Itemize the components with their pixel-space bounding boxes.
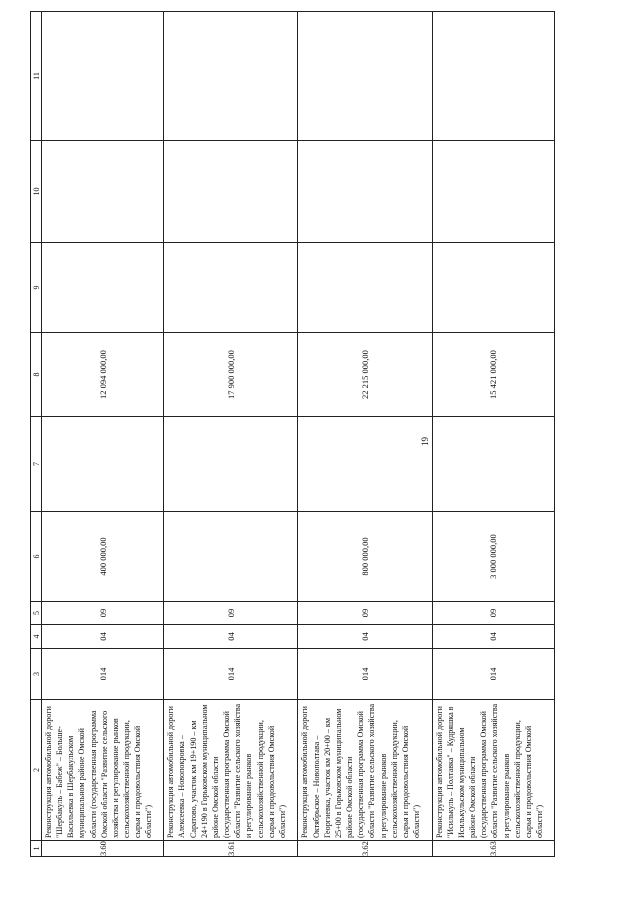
header-cell: 7	[31, 417, 42, 512]
cell-col5: 09	[432, 602, 554, 625]
cell-col8: 12 094 000,00	[42, 333, 164, 417]
cell-col3: 014	[298, 649, 432, 700]
cell-col4: 04	[42, 625, 164, 649]
cell-col11	[432, 12, 554, 141]
header-cell: 3	[31, 649, 42, 700]
cell-col3: 014	[432, 649, 554, 700]
cell-col8: 15 421 000,00	[432, 333, 554, 417]
cell-col4: 04	[164, 625, 298, 649]
row-number: 3.61	[164, 841, 298, 857]
header-cell: 9	[31, 243, 42, 333]
header-cell: 8	[31, 333, 42, 417]
table-row	[432, 12, 554, 857]
header-cell: 11	[31, 12, 42, 141]
table-row	[164, 12, 298, 857]
cell-col10	[42, 141, 164, 243]
rotated-table-container	[30, 12, 555, 857]
header-cell: 1	[31, 841, 42, 857]
project-name: Реконструкция автомобильной дороги Октябрьское – Новополтава – Георгиевка, участок км 20+00 – км 25+00 в Горьковском муниципальном районе Омской области (государственная программа Омской области "Развитие сельского хозяйства и регулирование рынков сельскохозяйственной продукции, сырья и продовольствия Омской области")	[298, 700, 432, 841]
project-name: Реконструкция автомобильной дороги Алексеевка – Новопокровка – Саратово, участок км 19+190 – км 24+190 в Горьковском муниципальном районе Омской области (государственная программа Омской области "Развитие сельского хозяйства и регулирование рынков сельскохозяйственной продукции, сырья и продовольствия Омской области")	[164, 700, 298, 841]
cell-col4: 04	[432, 625, 554, 649]
table-row	[298, 12, 432, 857]
project-name: Реконструкция автомобильной дороги "Шербакуль – Бабеж" – Больше-Васильевка в Шербакульском муниципальном районе Омской области (государственная программа Омской области "Развитие сельского хозяйства и регулирование рынков сельскохозяйственной продукции, сырья и продовольствия Омской области")	[42, 700, 164, 841]
cell-col10	[298, 141, 432, 243]
cell-col11	[164, 12, 298, 141]
page-number: 19	[420, 437, 430, 446]
row-number: 3.63	[432, 841, 554, 857]
cell-col9	[432, 243, 554, 333]
cell-col5: 09	[164, 602, 298, 625]
cell-col6: 800 000,00	[298, 512, 432, 602]
header-cell: 5	[31, 602, 42, 625]
cell-col9	[164, 243, 298, 333]
cell-col3: 014	[164, 649, 298, 700]
cell-col10	[432, 141, 554, 243]
header-cell: 6	[31, 512, 42, 602]
cell-col7	[164, 417, 298, 512]
cell-col3: 014	[42, 649, 164, 700]
cell-col11	[298, 12, 432, 141]
cell-col11	[42, 12, 164, 141]
header-cell: 10	[31, 141, 42, 243]
cell-col7	[432, 417, 554, 512]
cell-col7	[298, 417, 432, 512]
cell-col9	[298, 243, 432, 333]
cell-col9	[42, 243, 164, 333]
row-number: 3.60	[42, 841, 164, 857]
cell-col6: 400 000,00	[42, 512, 164, 602]
project-name: Реконструкция автомобильной дороги "Исилькуль – Полтавка" – Кудряшка в Исилькульском муниципальном районе Омской области (государственная программа Омской области "Развитие сельского хозяйства и регулирование рынков сельскохозяйственной продукции, сырья и продовольствия Омской области")	[432, 700, 554, 841]
cell-col6	[164, 512, 298, 602]
cell-col5: 09	[298, 602, 432, 625]
cell-col7	[42, 417, 164, 512]
table-row	[42, 12, 164, 857]
cell-col8: 22 215 000,00	[298, 333, 432, 417]
cell-col6: 3 000 000,00	[432, 512, 554, 602]
header-cell: 2	[31, 700, 42, 841]
header-cell: 4	[31, 625, 42, 649]
cell-col4: 04	[298, 625, 432, 649]
cell-col8: 17 900 000,00	[164, 333, 298, 417]
budget-table	[30, 11, 555, 857]
row-number: 3.62	[298, 841, 432, 857]
cell-col10	[164, 141, 298, 243]
header-row	[31, 12, 42, 857]
cell-col5: 09	[42, 602, 164, 625]
